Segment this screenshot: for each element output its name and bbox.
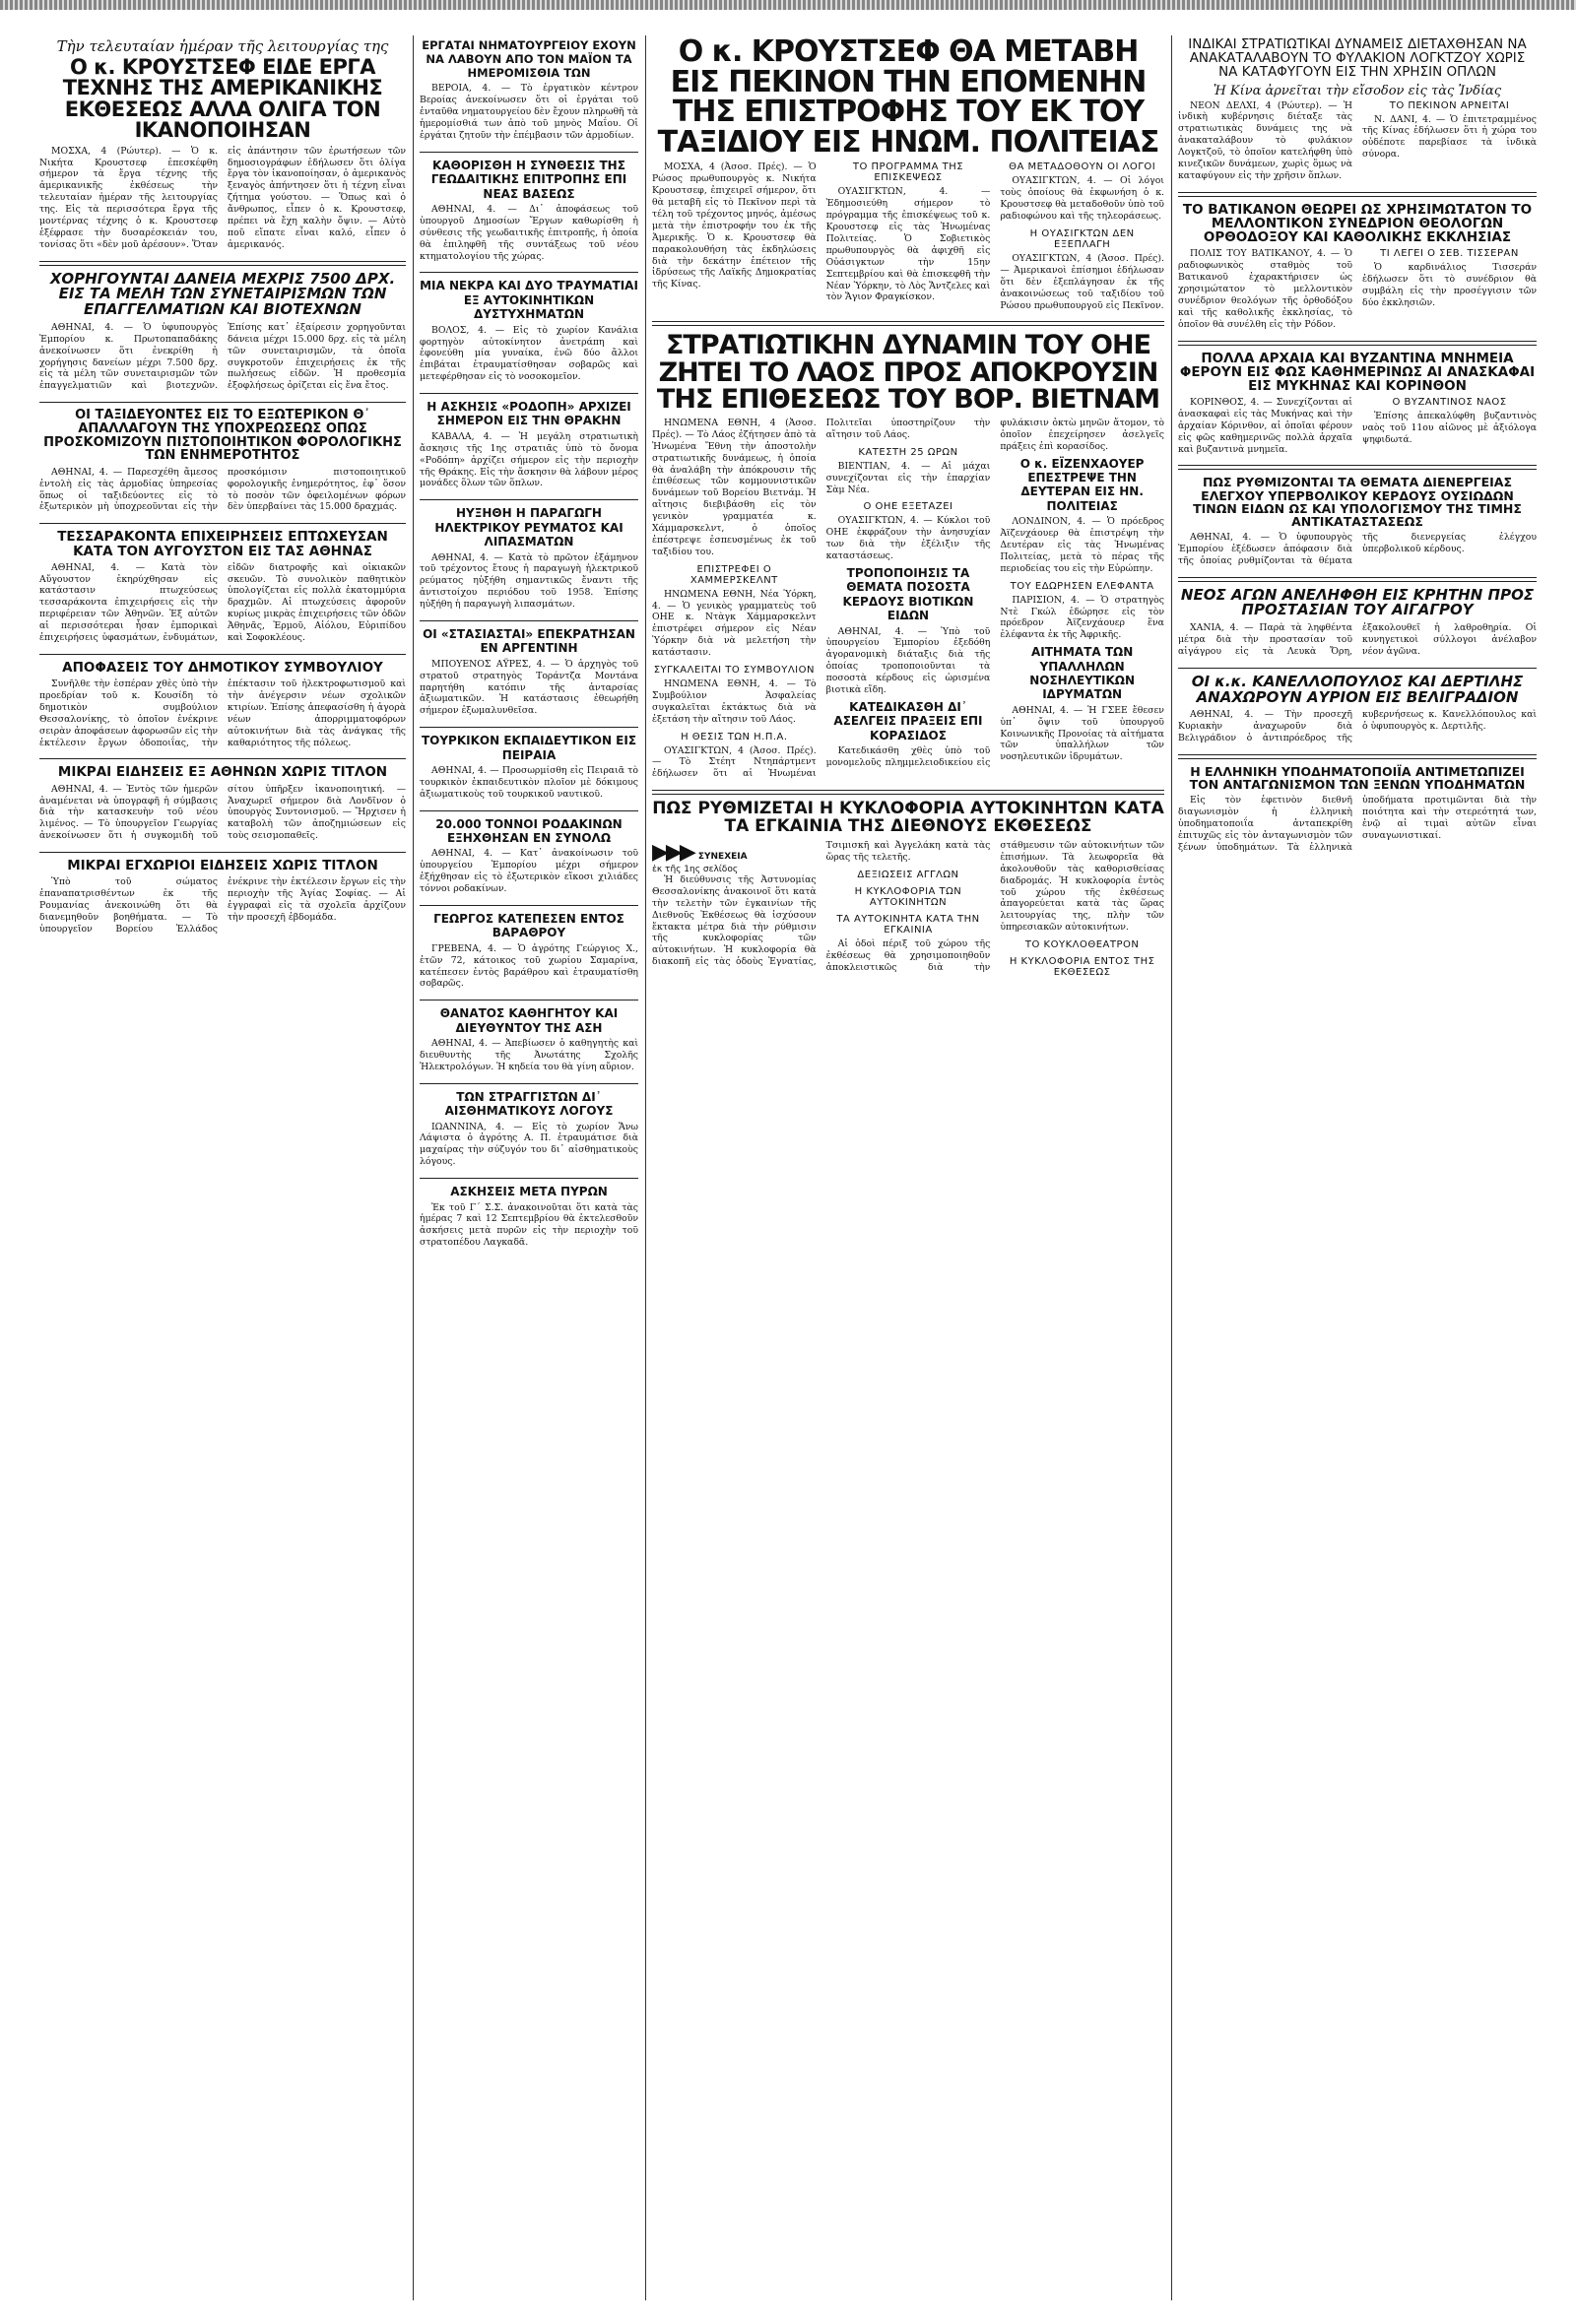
article-body: ΠΟΛΙΣ ΤΟΥ ΒΑΤΙΚΑΝΟΥ, 4. — Ὁ ραδιοφωνικὸς σταθμὸς τοῦ Βατικανοῦ ἐχαρακτήρισεν ὡς χρησιμώτατον τὸ μελλοντικὸν συνέδριον θεολόγων τῆς ὀρθοδόξου καὶ τῆς καθολικῆς ἐκκλησίας, τὸ ὁποῖον θὰ συνέλθη εἰς τὴν Ρόδον. (1178, 248, 1352, 330)
headline: ΜΙΑ ΝΕΚΡΑ ΚΑΙ ΔΥΟ ΤΡΑΥΜΑΤΙΑΙ ΕΞ ΑΥΤΟΚΙΝΗΤΙΚΩΝ ΔΥΣΤΥΧΗΜΑΤΩΝ (420, 279, 638, 322)
article-body: ΑΘΗΝΑΙ, 4. — Ὁ ὑφυπουργὸς Ἐμπορίου ἐξέδωσεν ἀπόφασιν διὰ τῆς ὁποίας ρυθμίζονται τὰ θέματα τῆς διενεργείας ἐλέγχου ὑπερβολικοῦ κέρδους. (1178, 531, 1537, 566)
divider (39, 654, 406, 655)
article-body: ΑΘΗΝΑΙ, 4. — Ὁ ὑφυπουργὸς Ἐμπορίου κ. Πρωτοπαπαδάκης ἀνεκοίνωσεν ὅτι ἐνεκρίθη ἡ χορήγησις δανείων μέχρι 7.500 δρχ. εἰς τὰ μέλη τῶν συνεταιρισμῶν τῶν ἐπαγγελματιῶν καὶ βιοτεχνῶν. Ἐπίσης κατ᾽ ἐξαίρεσιν χορηγοῦνται δάνεια μέχρι 15.000 δρχ. εἰς τὰ μέλη τῶν συνεταιρισμῶν, τὰ ὁποῖα συγκροτοῦν ἐπιχειρήσεις ἐκ τῆς πωλήσεως εἰδῶν. Ἡ προθεσμία ἐξοφλήσεως ὁρίζεται εἰς ἕνα ἔτος. (39, 321, 406, 392)
headline: ΘΑΝΑΤΟΣ ΚΑΘΗΓΗΤΟΥ ΚΑΙ ΔΙΕΥΘΥΝΤΟΥ ΤΗΣ ΑΣΗ (439, 1006, 619, 1035)
article-body: ΑΘΗΝΑΙ, 4. — Ἀπεβίωσεν ὁ καθηγητὴς καὶ διευθυντὴς τῆς Ἀνωτάτης Σχολῆς Ἡλεκτρολόγων. Ἡ κηδεία του θὰ γίνη αὔριον. (420, 1038, 638, 1072)
headline: ΓΕΩΡΓΟΣ ΚΑΤΕΠΕΣΕΝ ΕΝΤΟΣ ΒΑΡΑΘΡΟΥ (433, 911, 624, 940)
article-body: ΓΡΕΒΕΝΑ, 4. — Ὁ ἀγρότης Γεώργιος Χ., ἐτῶν 72, κάτοικος τοῦ χωρίου Σαμαρίνα, κατέπεσεν ἐντὸς βαράθρου καὶ ἐτραυματίσθη σοβαρῶς. (420, 942, 638, 990)
headline: ΝΕΟΣ ΑΓΩΝ ΑΝΕΛΗΦΘΗ ΕΙΣ ΚΡΗΤΗΝ ΠΡΟΣ ΠΡΟΣΤΑΣΙΑΝ ΤΟΥ ΑΙΓΑΓΡΟΥ (1180, 585, 1535, 619)
article-body: Ἐπίσης ἀπεκαλύφθη βυζαντινὸς ναὸς τοῦ 11ου αἰῶνος μὲ ἀξιόλογα ψηφιδωτά. (1362, 411, 1537, 445)
article-body: ΠΑΡΙΣΙΟΝ, 4. — Ὁ στρατηγὸς Ντὲ Γκώλ ἐδώρησε εἰς τὸν πρόεδρον Ἀϊζενχάουερ ἕνα ἐλέφαντα ἐκ τῆς Ἀφρικῆς. (1000, 594, 1164, 641)
article-body: Ὁ καρδινάλιος Τισσεράν ἐδήλωσεν ὅτι τὸ συνέδριον θὰ συμβάλη εἰς τὴν προσέγγισιν τῶν δύο ἐκκλησιῶν. (1362, 262, 1537, 308)
newspaper-page (39, 35, 1537, 2300)
divider (420, 1000, 638, 1001)
article-body: ΑΘΗΝΑΙ, 4. — Δι᾽ ἀποφάσεως τοῦ ὑπουργοῦ Δημοσίων Ἔργων καθωρίσθη ἡ σύνθεσις τῆς γεωδαιτικῆς ἐπιτροπῆς, ἡ ὁποία θὰ ἐπιληφθῆ τῆς συντάξεως τοῦ νέου κτηματολογίου τῆς χώρας. (420, 204, 638, 262)
article-body: ΒΟΛΟΣ, 4. — Εἰς τὸ χωρίον Κανάλια φορτηγὸν αὐτοκίνητον ἀνετράπη καὶ ἐφονεύθη μία γυναίκα, ἐνῶ δύο ἄλλοι ἐπιβάται ἐτραυματίσθησαν σοβαρῶς καὶ μετεφέρθησαν εἰς τὸ νοσοκομεῖον. (420, 324, 638, 383)
headline: ΚΑΘΟΡΙΣΘΗ Η ΣΥΝΘΕΣΙΣ ΤΗΣ ΓΕΩΔΑΙΤΙΚΗΣ ΕΠΙΤΡΟΠΗΣ ΕΠΙ ΝΕΑΣ ΒΑΣΕΩΣ (430, 158, 627, 201)
article-kroustsef-art (39, 37, 406, 251)
headline: ΟΙ «ΣΤΑΣΙΑΣΤΑΙ» ΕΠΕΚΡΑΤΗΣΑΝ ΕΝ ΑΡΓΕΝΤΙΝΗ (423, 626, 635, 656)
headline: ΜΙΚΡΑΙ ΕΓΧΩΡΙΟΙ ΕΙΔΗΣΕΙΣ ΧΩΡΙΣ ΤΙΤΛΟΝ (67, 858, 378, 874)
subheading: ΘΑ ΜΕΤΑΔΟΘΟΥΝ ΟΙ ΛΟΓΟΙ (1009, 161, 1156, 173)
article-body: ΚΑΒΑΛΑ, 4. — Ἡ μεγάλη στρατιωτικὴ ἄσκησις τῆς 1ης στρατιᾶς ὑπὸ τὸ ὄνομα «Ροδόπη» ἀρχίζει σήμερον εἰς τὴν περιοχὴν τῆς Θράκης. Εἰς τὴν ἄσκησιν θὰ λάβουν μέρος μονάδες ὅλων τῶν ὅπλων. (420, 430, 638, 489)
subheading: ΤΟ ΠΕΚΙΝΟΝ ΑΡΝΕΙΤΑΙ (1389, 99, 1510, 111)
divider (39, 402, 406, 403)
subheading: Η ΟΥΑΣΙΓΚΤΩΝ ΔΕΝ ΕΞΕΠΛΑΓΗ (1029, 227, 1135, 250)
article-profit-control (1178, 476, 1537, 566)
divider (39, 852, 406, 853)
continuation-marker (652, 840, 817, 874)
subheading: ΕΠΙΣΤΡΕΦΕΙ Ο ΧΑΜΜΕΡΣΚΕΛΝΤ (690, 563, 778, 586)
headline: ΟΙ κ.κ. ΚΑΝΕΛΛΟΠΟΥΛΟΣ ΚΑΙ ΔΕΡΤΙΛΗΣ ΑΝΑΧΩΡΟΥΝ ΑΥΡΙΟΝ ΕΙΣ ΒΕΛΙΓΡΑΔΙΟΝ (1191, 672, 1524, 706)
article-electricity (420, 506, 638, 611)
subheading: ΣΥΓΚΑΛΕΙΤΑΙ ΤΟ ΣΥΜΒΟΥΛΙΟΝ (653, 665, 815, 677)
kicker: Ἡ Κίνα ἀρνεῖται τὴν εἴσοδον εἰς τὰς Ἰνδίας (1213, 83, 1502, 98)
headline: ΤΩΝ ΣΤΡΑΓΓΙΣΤΩΝ ΔΙ᾽ ΑΙΣΘΗΜΑΤΙΚΟΥΣ ΛΟΓΟΥΣ (444, 1089, 614, 1119)
article-athens-briefs (39, 765, 406, 842)
column-rule (1171, 35, 1172, 2300)
article-body: ΒΕΡΟΙΑ, 4. — Τὸ ἐργατικὸν κέντρον Βεροίας ἀνεκοίνωσεν ὅτι οἱ ἐργάται τοῦ ἐνταῦθα νηματουργείου δὲν ἔχουν πληρωθῆ τὰ ἡμερομίσθιά των ἀπὸ τοῦ μηνὸς Μαΐου. Οἱ ἐργάται ζητοῦν τὴν ἐπέμβασιν τῶν ἁρμοδίων. (420, 83, 638, 141)
divider (420, 272, 638, 273)
divider (420, 810, 638, 811)
subheading: ΤΟ ΠΡΟΓΡΑΜΜΑ ΤΗΣ ΕΠΙΣΚΕΨΕΩΣ (852, 161, 964, 184)
subheading: Η ΚΥΚΛΟΦΟΡΙΑ ΕΝΤΟΣ ΤΗΣ ΕΚΘΕΣΕΩΣ (1009, 956, 1155, 979)
subheading: Ο ΟΗΕ ΕΞΕΤΑΖΕΙ (863, 501, 953, 513)
headline: ΤΡΟΠΟΠΟΙΗΣΙΣ ΤΑ ΘΕΜΑΤΑ ΠΟΣΟΣΤΑ ΚΕΡΔΟΥΣ ΒΙΟΤΙΚΩΝ ΕΙΔΩΝ (842, 566, 974, 623)
article-body: ΟΥΑΣΙΓΚΤΩΝ, 4 (Ἀσοσ. Πρές). — Τὸ Στέητ Ντηπάρτμεντ ἐδήλωσεν ὅτι αἱ Ἡνωμέναι Πολιτεῖαι ὑποστηρίζουν τὴν αἴτησιν τοῦ Λάος. (652, 417, 991, 780)
headline: 20.000 ΤΟΝΝΟΙ ΡΟΔΑΚΙΝΩΝ ΕΞΗΧΘΗΣΑΝ ΕΝ ΣΥΝΟΛΩ (435, 816, 623, 846)
article-body: ΟΥΑΣΙΓΚΤΩΝ, 4. — Οἱ λόγοι τοὺς ὁποίους θὰ ἐκφωνήση ὁ κ. Κρουστσεφ θὰ μεταδοθοῦν ὑπὸ τοῦ ραδιοφώνου καὶ τῆς τηλεοράσεως. (1000, 175, 1164, 223)
headline: ΠΩΣ ΡΥΘΜΙΖΕΤΑΙ Η ΚΥΚΛΟΦΟΡΙΑ ΑΥΤΟΚΙΝΗΤΩΝ ΚΑΤΑ ΤΑ ΕΓΚΑΙΝΙΑ ΤΗΣ ΔΙΕΘΝΟΥΣ ΕΚΘΕΣΕΩΣ (652, 799, 1164, 837)
headline: ΧΟΡΗΓΟΥΝΤΑΙ ΔΑΝΕΙΑ ΜΕΧΡΙΣ 7500 ΔΡΧ. ΕΙΣ ΤΑ ΜΕΛΗ ΤΩΝ ΣΥΝΕΤΑΙΡΙΣΜΩΝ ΤΩΝ ΕΠΑΓΓΕΛΜΑΤΙΩΝ ΚΑΙ ΒΙΟΤΕΧΝΩΝ (49, 269, 396, 319)
column-3 (652, 35, 1164, 988)
subheading: ΤΟΥ ΕΔΩΡΗΣΕΝ ΕΛΕΦΑΝΤΑ (1010, 580, 1154, 592)
headline: ΣΤΡΑΤΙΩΤΙΚΗΝ ΔΥΝΑΜΙΝ ΤΟΥ ΟΗΕ ΖΗΤΕΙ ΤΟ ΛΑΟΣ ΠΡΟΣ ΑΠΟΚΡΟΥΣΙΝ ΤΗΣ ΕΠΙΘΕΣΕΩΣ ΤΟΥ ΒΟΡ. ΒΙΕΤΝΑΜ (656, 330, 1160, 416)
article-body: ΚΟΡΙΝΘΟΣ, 4. — Συνεχίζονται αἱ ἀνασκαφαὶ εἰς τὰς Μυκήνας καὶ τὴν ἀρχαίαν Κόρινθον, αἱ ὁποῖαι φέρουν εἰς φῶς καθημερινῶς πολλὰ ἀρχαῖα καὶ βυζαντινὰ μνημεῖα. (1178, 397, 1352, 455)
article-body: ΑΘΗΝΑΙ, 4. — Ἐντὸς τῶν ἡμερῶν ἀναμένεται νὰ ὑπογραφῆ ἡ σύμβασις διὰ τὴν κατασκευὴν τοῦ νέου λιμένος. — Τὸ ὑπουργεῖον Γεωργίας ἀνεκοίνωσεν ὅτι ἡ συγκομιδὴ τοῦ σίτου ὑπῆρξεν ἱκανοποιητική. — Ἀναχωρεῖ σήμερον διὰ Λονδῖνον ὁ ὑπουργὸς Συντονισμοῦ. — Ἤρχισεν ἡ καταβολὴ τῶν ἀποζημιώσεων εἰς τοὺς σεισμοπαθεῖς. (39, 783, 406, 842)
headline: ΙΝΔΙΚΑΙ ΣΤΡΑΤΙΩΤΙΚΑΙ ΔΥΝΑΜΕΙΣ ΔΙΕΤΑΧΘΗΣΑΝ ΝΑ ΑΝΑΚΑΤΑΛΑΒΟΥΝ ΤΟ ΦΥΛΑΚΙΟΝ ΛΟΓΚΤΖΟΥ ΧΩΡΙΣ ΝΑ ΚΑΤΑΦΥΓΟΥΝ ΕΙΣ ΤΗΝ ΧΡΗΣΙΝ ΟΠΛΩΝ (1188, 36, 1527, 81)
continuation-label: ΣΥΝΕΧΕΙΑ (697, 851, 748, 862)
article-body: ΛΟΝΔΙΝΟΝ, 4. — Ὁ πρόεδρος Ἀϊζενχάουερ θὰ ἐπιστρέψη τὴν Δευτέραν εἰς τὰς Ἡνωμένας Πολιτείας, μετὰ τὸ πέρας τῆς περιοδείας του εἰς τὴν Εὐρώπην. (1000, 516, 1164, 574)
divider (652, 321, 1164, 326)
article-peaches (420, 817, 638, 895)
article-stabbing (420, 1090, 638, 1168)
subheading: Ο ΒΥΖΑΝΤΙΝΟΣ ΝΑΟΣ (1392, 397, 1507, 409)
divider (420, 727, 638, 728)
article-council (39, 661, 406, 749)
headline: Ο κ. ΚΡΟΥΣΤΣΕΦ ΘΑ ΜΕΤΑΒΗ ΕΙΣ ΠΕΚΙΝΟΝ ΤΗΝ ΕΠΟΜΕΝΗΝ ΤΗΣ ΕΠΙΣΤΡΟΦΗΣ ΤΟΥ ΕΚ ΤΟΥ ΤΑΞΙΔΙΟΥ ΕΙΣ ΗΝΩΜ. ΠΟΛΙΤΕΙΑΣ (657, 35, 1159, 160)
article-wild-goat (1178, 585, 1537, 658)
headline: ΠΟΛΛΑ ΑΡΧΑΙΑ ΚΑΙ ΒΥΖΑΝΤΙΝΑ ΜΝΗΜΕΙΑ ΦΕΡΟΥΝ ΕΙΣ ΦΩΣ ΚΑΘΗΜΕΡΙΝΩΣ ΑΙ ΑΝΑΣΚΑΦΑΙ ΕΙΣ ΜΥΚΗΝΑΣ ΚΑΙ ΚΟΡΙΝΘΟΝ (1179, 350, 1536, 394)
article-body: ΙΩΑΝΝΙΝΑ, 4. — Εἰς τὸ χωρίον Ἄνω Λάψιστα ὁ ἀγρότης Α. Π. ἐτραυμάτισε διὰ μαχαίρας τὴν σύζυγόν του δι᾽ αἰσθηματικοὺς λόγους. (420, 1121, 638, 1168)
article-rodopi (420, 400, 638, 489)
article-professor (420, 1006, 638, 1072)
headline: ΑΣΚΗΣΕΙΣ ΜΕΤΑ ΠΥΡΩΝ (450, 1185, 608, 1199)
article-body: ΟΥΑΣΙΓΚΤΩΝ, 4 (Ἀσοσ. Πρές). — Ἀμερικανοὶ ἐπίσημοι ἐδήλωσαν ὅτι δὲν ἐξεπλάγησαν ἐκ τῆς ἀνακοινώσεως τοῦ ταξιδίου τοῦ Ρώσου πρωθυπουργοῦ εἰς Πεκῖνον. (1000, 252, 1164, 311)
divider (1178, 465, 1537, 470)
article-body: ΗΝΩΜΕΝΑ ΕΘΝΗ, 4 (Ἀσοσ. Πρές). — Τὸ Λάος ἐζήτησεν ἀπὸ τὰ Ἡνωμένα Ἔθνη τὴν ἀποστολὴν στρατιωτικῆς δυνάμεως, ἡ ὁποία θὰ ἀναλάβη τὴν ἀπόκρουσιν τῆς ἐπιθέσεως τῶν κομμουνιστικῶν δυνάμεων τοῦ Βορείου Βιετνάμ. Ἡ αἴτησις διεβιβάσθη εἰς τὸν γενικὸν γραμματέα κ. Χάμμαρσκελντ, ὁ ὁποῖος ἐπέστρεψε ἐσπευσμένως ἐκ τοῦ ταξιδίου του. (652, 417, 817, 557)
headline: ΤΟ ΒΑΤΙΚΑΝΟΝ ΘΕΩΡΕΙ ΩΣ ΧΡΗΣΙΜΩΤΑΤΟΝ ΤΟ ΜΕΛΛΟΝΤΙΚΟΝ ΣΥΝΕΔΡΙΟΝ ΘΕΟΛΟΓΩΝ ΟΡΘΟΔΟΞΟΥ ΚΑΙ ΚΑΘΟΛΙΚΗΣ ΕΚΚΛΗΣΙΑΣ (1182, 201, 1533, 246)
article-body: ΗΝΩΜΕΝΑ ΕΘΝΗ, 4. — Τὸ Συμβούλιον Ἀσφαλείας συγκαλεῖται ἐκτάκτως διὰ νὰ ἐξετάση τὴν αἴτησιν τοῦ Λάος. (652, 678, 817, 725)
article-body: ΑΘΗΝΑΙ, 4. — Τὴν προσεχῆ Κυριακὴν ἀναχωροῦν διὰ Βελιγράδιον ὁ ἀντιπρόεδρος τῆς κυβερνήσεως κ. Κανελλόπουλος καὶ ὁ ὑφυπουργὸς κ. Δερτιλῆς. (1178, 709, 1537, 744)
divider (652, 790, 1164, 795)
article-exercises (420, 1185, 638, 1249)
article-body: Ν. ΔΑΝΙ, 4. — Ὁ ἐπιτετραμμένος τῆς Κίνας ἐδήλωσεν ὅτι ἡ χώρα του οὐδέποτε παρεβίασε τὰ ἰνδικὰ σύνορα. (1362, 113, 1537, 161)
article-body: ΗΝΩΜΕΝΑ ΕΘΝΗ, Νέα Ὑόρκη, 4. — Ὁ γενικὸς γραμματεὺς τοῦ ΟΗΕ κ. Ντὰγκ Χάμμαρσκελντ ἐπιστρέφει σήμερον εἰς Νέαν Ὑόρκην διὰ νὰ μελετήση τὴν κατάστασιν. (652, 588, 817, 659)
article-body: Ὑπὸ τοῦ σώματος ἐπαναπατρισθέντων ἐκ τῆς Ρουμανίας ἀνεκοινώθη ὅτι θὰ διανεμηθοῦν βοηθήματα. — Τὸ ὑπουργεῖον Βορείου Ἑλλάδος ἐνέκρινε τὴν ἐκτέλεσιν ἔργων εἰς τὴν περιοχὴν τῆς Ἁγίας Σοφίας. — Αἱ ἐγγραφαὶ εἰς τὰ σχολεῖα ἀρχίζουν τὴν προσεχῆ ἑβδομάδα. (39, 876, 406, 935)
headline: ΑΙΤΗΜΑΤΑ ΤΩΝ ΥΠΑΛΛΗΛΩΝ ΝΟΣΗΛΕΥΤΙΚΩΝ ΙΔΡΥΜΑΤΩΝ (1029, 645, 1136, 702)
headline: ΕΡΓΑΤΑΙ ΝΗΜΑΤΟΥΡΓΕΙΟΥ ΕΧΟΥΝ ΝΑ ΛΑΒΟΥΝ ΑΠΟ ΤΟΝ ΜΑΪΟΝ ΤΑ ΗΜΕΡΟΜΙΣΘΙΑ ΤΩΝ (422, 38, 636, 80)
article-body: ΟΥΑΣΙΓΚΤΩΝ, 4. — Ἐδημοσιεύθη σήμερον τὸ πρόγραμμα τῆς ἐπισκέψεως τοῦ κ. Κρουστσεφ εἰς τὰς Ἡνωμένας Πολιτείας. Ὁ Σοβιετικὸς πρωθυπουργὸς θὰ ἀφιχθῆ εἰς Οὐάσιγκτων τὴν 15ην Σεπτεμβρίου καὶ θὰ ἐπισκεφθῆ τὴν Νέαν Ὑόρκην, τὸ Λὸς Ἄντζελες καὶ τὸν Ἄγιον Φραγκίσκον. (825, 186, 991, 303)
article-body: ΑΘΗΝΑΙ, 4. — Ἡ ΓΣΕΕ ἔθεσεν ὑπ᾽ ὄψιν τοῦ ὑπουργοῦ Κοινωνικῆς Προνοίας τὰ αἰτήματα τῶν ὑπαλλήλων τῶν νοσηλευτικῶν ἱδρυμάτων. (1000, 704, 1164, 763)
subheading: ΤΟ ΚΟΥΚΛΟΘΕΑΤΡΟΝ (1024, 939, 1140, 951)
article-bankruptcies (39, 530, 406, 644)
continuation-note: ἐκ τῆς 1ης σελίδος (652, 864, 739, 874)
headline: ΚΑΤΕΔΙΚΑΣΘΗ ΔΙ᾽ ΑΣΕΛΓΕΙΣ ΠΡΑΞΕΙΣ ΕΠΙ ΚΟΡΑΣΙΔΟΣ (833, 699, 983, 742)
divider (420, 905, 638, 906)
divider (420, 499, 638, 500)
column-rule (413, 35, 414, 2300)
article-argentina (420, 627, 638, 717)
article-body: ΑΘΗΝΑΙ, 4. — Κατὰ τὸ πρῶτον ἑξάμηνον τοῦ τρέχοντος ἔτους ἡ παραγωγὴ ἠλεκτρικοῦ ρεύματος ηὐξήθη σημαντικῶς ἔναντι τῆς ἀντιστοίχου περιόδου τοῦ 1958. Ἐπίσης ηὐξήθη ἡ παραγωγὴ λιπασμάτων. (420, 551, 638, 611)
article-body: ΜΟΣΧΑ, 4 (Ἀσοσ. Πρές). — Ὁ Ρώσος πρωθυπουργὸς κ. Νικήτα Κρουστσεφ, ἐπιχειρεῖ σήμερον, ὅτι θὰ μεταβῆ εἰς τὸ Πεκῖνον περὶ τὰ τέλη τοῦ τρέχοντος μηνός, ἀμέσως μετὰ τὴν ἐπιστροφήν του ἐκ τῆς Ἀμερικῆς. Ὁ κ. Κρουστσεφ θὰ παρακολουθήση τὰς ἐκδηλώσεις διὰ τὴν δεκάτην ἐπέτειον τῆς ἱδρύσεως τῆς Λαϊκῆς Δημοκρατίας τῆς Κίνας. (652, 161, 817, 290)
article-loans (39, 269, 406, 393)
article-body: ΑΘΗΝΑΙ, 4. — Ὑπὸ τοῦ ὑπουργείου Ἐμπορίου ἐξεδόθη ἀγορανομικὴ διάταξις διὰ τῆς ὁποίας τροποποιοῦνται τὰ ποσοστὰ κέρδους εἰς ὡρισμένα βιοτικὰ εἴδη. (825, 625, 991, 696)
headline: ΠΩΣ ΡΥΘΜΙΖΟΝΤΑΙ ΤΑ ΘΕΜΑΤΑ ΔΙΕΝΕΡΓΕΙΑΣ ΕΛΕΓΧΟΥ ΥΠΕΡΒΟΛΙΚΟΥ ΚΕΡΔΟΥΣ ΟΥΣΙΩΔΩΝ ΤΙΝΩΝ ΕΙΔΩΝ ΩΣ ΚΑΙ ΥΠΟΛΟΓΙΣΜΟΥ ΤΗΣ ΤΙΜΗΣ ΑΝΤΙΚΑΤΑΣΤΑΣΕΩΣ (1193, 475, 1522, 529)
article-body: ΑΘΗΝΑΙ, 4. — Παρεσχέθη ἄμεσος ἐντολὴ εἰς τὰς ἁρμοδίας ὑπηρεσίας ὅπως οἱ ταξιδεύοντες εἰς τὸ ἐξωτερικὸν μὴ ὑποχρεοῦνται εἰς τὴν προσκόμισιν πιστοποιητικοῦ φορολογικῆς ἐνημερότητος, ἐφ᾽ ὅσον τὸ ποσὸν τῶν ὀφειλομένων φόρων δὲν ὑπερβαίνει τὰς 15.000 δραχμάς. (39, 466, 406, 513)
divider (420, 1083, 638, 1084)
article-body: Ἡ διεύθυνσις τῆς Ἀστυνομίας Θεσσαλονίκης ἀνακοινοῖ ὅτι κατὰ τὴν τελετὴν τῶν ἐγκαινίων τῆς Διεθνοῦς Ἐκθέσεως θὰ ἰσχύσουν ἔκτακτα μέτρα διὰ τὴν ρύθμισιν τῆς κυκλοφορίας τῶν αὐτοκινήτων. Ἡ κυκλοφορία θὰ διακοπῆ εἰς τὰς ὁδοὺς Ἐγνατίας, Τσιμισκῆ καὶ Ἀγγελάκη κατὰ τὰς ὥρας τῆς τελετῆς. (652, 839, 991, 968)
article-vatican (1178, 203, 1537, 331)
headline: ΑΠΟΦΑΣΕΙΣ ΤΟΥ ΔΗΜΟΤΙΚΟΥ ΣΥΜΒΟΥΛΙΟΥ (62, 659, 383, 676)
article-accidents (420, 279, 638, 383)
divider (1178, 192, 1537, 197)
article-body: Αἱ ὁδοὶ πέριξ τοῦ χώρου τῆς ἐκθέσεως θὰ χρησιμοποιηθοῦν ἀποκλειστικῶς διὰ τὴν στάθμευσιν τῶν αὐτοκινήτων τῶν ἐπισήμων. Τὰ λεωφορεῖα θὰ ἀκολουθοῦν τὰς καθορισθείσας διαδρομάς. Ἡ κυκλοφορία ἐντὸς τοῦ χώρου τῆς ἐκθέσεως ἀπαγορεύεται κατὰ τὰς ὥρας λειτουργίας της, πλὴν τῶν ὑπηρεσιακῶν αὐτοκινήτων. (825, 839, 1164, 973)
divider (1178, 668, 1537, 669)
column-4 (1178, 35, 1537, 864)
headline: ΤΟΥΡΚΙΚΟΝ ΕΚΠΑΙΔΕΥΤΙΚΟΝ ΕΙΣ ΠΕΙΡΑΙΑ (421, 734, 637, 762)
article-geodetic (420, 159, 638, 263)
article-belgrade (1178, 672, 1537, 744)
arrow-right-icon: ▶▶▶ (652, 839, 693, 865)
subheading: Η ΘΕΣΙΣ ΤΩΝ Η.Π.Α. (681, 731, 788, 742)
headline: ΗΥΞΗΘΗ Η ΠΑΡΑΓΩΓΗ ΗΛΕΚΤΡΙΚΟΥ ΡΕΥΜΑΤΟΣ ΚΑΙ ΛΙΠΑΣΜΑΤΩΝ (434, 506, 624, 549)
article-body: ΟΥΑΣΙΓΚΤΩΝ, 4. — Κύκλοι τοῦ ΟΗΕ ἐκφράζουν τὴν ἀνησυχίαν των διὰ τὴν ἐξέλιξιν τῆς καταστάσεως. (825, 515, 991, 562)
article-footwear (1178, 765, 1537, 854)
headline: Η ΑΣΚΗΣΙΣ «ΡΟΔΟΠΗ» ΑΡΧΙΖΕΙ ΣΗΜΕΡΟΝ ΕΙΣ ΤΗΝ ΘΡΑΚΗΝ (427, 400, 631, 428)
article-kroustsef-peking (652, 37, 1164, 311)
article-india (1178, 37, 1537, 182)
divider (1178, 754, 1537, 759)
article-turkish-ship (420, 734, 638, 800)
headline: Η ΕΛΛΗΝΙΚΗ ΥΠΟΔΗΜΑΤΟΠΟΙΪΑ ΑΝΤΙΜΕΤΩΠΙΖΕΙ ΤΟΝ ΑΝΤΑΓΩΝΙΣΜΟΝ ΤΩΝ ΞΕΝΩΝ ΥΠΟΔΗΜΑΤΩΝ (1189, 763, 1526, 793)
divider (420, 620, 638, 621)
article-farmer (420, 912, 638, 990)
article-body: Κατεδικάσθη χθὲς ὑπὸ τοῦ μονομελοῦς πλημμελειοδικείου εἰς φυλάκισιν ὀκτὼ μηνῶν ἄτομον, τὸ ὁποῖον ἐπεχείρησεν ἀσελγεῖς πράξεις ἐπὶ κορασίδος. (825, 417, 1164, 768)
article-body: ΜΠΟΥΕΝΟΣ ΑΫΡΕΣ, 4. — Ὁ ἀρχηγὸς τοῦ στρατοῦ στρατηγὸς Τοράντζα Μοντάνα παρητήθη κατόπιν τῆς ἀνταρσίας ἀξιωματικῶν. Ἡ κατάστασις ἐθεωρήθη σήμερον ἐξωμαλυνθεῖσα. (420, 658, 638, 717)
article-body: Ἐκ τοῦ Γ΄ Σ.Σ. ἀνακοινοῦται ὅτι κατὰ τὰς ἡμέρας 7 καὶ 12 Σεπτεμβρίου θὰ ἐκτελεσθοῦν ἀσκήσεις μετὰ πυρῶν εἰς τὴν περιοχὴν τοῦ στρατοπέδου Λαγκαδᾶ. (420, 1201, 638, 1249)
headline: Ο κ. ΕΪΖΕΝΧΑΟΥΕΡ ΕΠΕΣΤΡΕΨΕ ΤΗΝ ΔΕΥΤΕΡΑΝ ΕΙΣ ΗΝ. ΠΟΛΙΤΕΙΑΣ (1019, 456, 1145, 513)
article-body: ΧΑΝΙΑ, 4. — Παρὰ τὰ ληφθέντα μέτρα διὰ τὴν προστασίαν τοῦ αἰγάγρου εἰς τὰ Λευκὰ Ὄρη, ἐξακολουθεῖ ἡ λαθροθηρία. Οἱ κυνηγετικοὶ σύλλογοι ἀνέλαβον νέον ἀγῶνα. (1178, 622, 1537, 657)
article-laos (652, 332, 1164, 780)
article-body: ΒΙΕΝΤΙΑΝ, 4. — Αἱ μάχαι συνεχίζονται εἰς τὴν ἐπαρχίαν Σὰμ Νέα. (825, 460, 991, 495)
column-1 (39, 35, 406, 945)
divider (420, 152, 638, 153)
article-body: ΑΘΗΝΑΙ, 4. — Κατὰ τὸν Αὔγουστον ἐκηρύχθησαν εἰς κατάστασιν πτωχεύσεως τεσσαράκοντα ἐπιχειρήσεις εἰς τὴν περιφέρειαν τῶν Ἀθηνῶν. Ἐξ αὐτῶν αἱ περισσότεραι ἦσαν ἐμπορικαὶ ἐπιχειρήσεις ὑφασμάτων, ἐνδυμάτων, εἰδῶν διατροφῆς καὶ οἰκιακῶν σκευῶν. Τὸ συνολικὸν παθητικὸν ὑπολογίζεται εἰς πολλὰ ἑκατομμύρια δραχμῶν. Αἱ πτωχεύσεις ἀφοροῦν κυρίως μικρὰς ἐπιχειρήσεις τῶν ὁδῶν Ἀθηνᾶς, Ἑρμοῦ, Αἰόλου, Εὐριπίδου καὶ Σοφοκλέους. (39, 561, 406, 644)
article-body: ΝΕΟΝ ΔΕΛΧΙ, 4 (Ρώυτερ). — Ἡ ἰνδικὴ κυβέρνησις διέταξε τὰς στρατιωτικὰς δυνάμεις της νὰ ἀνακαταλάβουν τὸ φυλάκιον Λογκτζοῦ, τὸ ὁποῖον κατελήφθη ὑπὸ κινεζικῶν δυνάμεων, χωρὶς ὅμως νὰ καταφύγουν εἰς τὴν χρῆσιν ὅπλων. (1178, 99, 1352, 181)
article-traffic (652, 801, 1164, 978)
subheading: Η ΚΥΚΛΟΦΟΡΙΑ ΤΩΝ ΑΥΤΟΚΙΝΗΤΩΝ (854, 885, 962, 908)
article-excavations (1178, 352, 1537, 456)
column-2 (420, 35, 638, 1259)
subheading: ΤΑ ΑΥΤΟΚΙΝΗΤΑ ΚΑΤΑ ΤΗΝ ΕΓΚΑΙΝΙΑ (836, 913, 980, 936)
headline: Ο κ. ΚΡΟΥΣΤΣΕΦ ΕΙΔΕ ΕΡΓΑ ΤΕΧΝΗΣ ΤΗΣ ΑΜΕΡΙΚΑΝΙΚΗΣ ΕΚΘΕΣΕΩΣ ΑΛΛΑ ΟΛΙΓΑ ΤΟΝ ΙΚΑΝΟΠΟΙΗΣΑΝ (62, 55, 383, 143)
article-body: ΑΘΗΝΑΙ, 4. — Προσωρμίσθη εἰς Πειραιᾶ τὸ τουρκικὸν ἐκπαιδευτικὸν πλοῖον μὲ δόκιμους ἀξιωματικοὺς τοῦ τουρκικοῦ ναυτικοῦ. (420, 764, 638, 800)
divider (39, 261, 406, 266)
page-top-edge (0, 0, 1576, 10)
divider (1178, 341, 1537, 346)
article-body: Συνῆλθε τὴν ἑσπέραν χθὲς ὑπὸ τὴν προεδρίαν τοῦ κ. Κουσίδη τὸ δημοτικὸν συμβούλιον Θεσσαλονίκης, τὸ ὁποῖον ἐνέκρινε σειρὰν ἀποφάσεων ἀφορωσῶν εἰς τὴν ἐκτέλεσιν ἔργων ὁδοποιΐας, τὴν ἐπέκτασιν τοῦ ἠλεκτροφωτισμοῦ καὶ τὴν ἀνέγερσιν νέων σχολικῶν κτιρίων. Ἐπίσης ἀπεφασίσθη ἡ ἀγορὰ νέων ἀπορριμματοφόρων αὐτοκινήτων διὰ τὰς ἀνάγκας τῆς καθαριότητος τῆς πόλεως. (39, 678, 406, 748)
article-body: Εἰς τὸν ἐφετινὸν διεθνῆ διαγωνισμὸν ἡ ἑλληνικὴ ὑποδηματοποιΐα ἀνταπεκρίθη ἐπιτυχῶς εἰς τὸν ἀνταγωνισμὸν τῶν ξένων ὑποδημάτων. Τὰ ἑλληνικὰ ὑποδήματα προτιμῶνται διὰ τὴν ποιότητα καὶ τὴν στερεότητά των, ἐνῷ αἱ τιμαὶ αὐτῶν εἶναι συναγωνιστικαί. (1178, 795, 1537, 853)
headline: ΟΙ ΤΑΞΙΔΕΥΟΝΤΕΣ ΕΙΣ ΤΟ ΕΞΩΤΕΡΙΚΟΝ Θ᾽ ΑΠΑΛΛΑΓΟΥΝ ΤΗΣ ΥΠΟΧΡΕΩΣΕΩΣ ΟΠΩΣ ΠΡΟΣΚΟΜΙΖΟΥΝ ΠΙΣΤΟΠΟΙΗΤΙΚΟΝ ΦΟΡΟΛΟΓΙΚΗΣ ΤΩΝ ΕΝΗΜΕΡΟΤΗΤΟΣ (43, 408, 402, 464)
headline: ΜΙΚΡΑΙ ΕΙΔΗΣΕΙΣ ΕΞ ΑΘΗΝΩΝ ΧΩΡΙΣ ΤΙΤΛΟΝ (57, 764, 388, 781)
article-workers (420, 39, 638, 142)
divider (420, 393, 638, 394)
article-travellers (39, 409, 406, 513)
divider (39, 758, 406, 759)
subheading: ΚΑΤΕΣΤΗ 25 ΩΡΩΝ (858, 446, 958, 458)
divider (420, 1178, 638, 1179)
divider (1178, 577, 1537, 582)
column-rule (645, 35, 646, 2300)
subheading: ΤΙ ΛΕΓΕΙ Ο ΣΕΒ. ΤΙΣΣΕΡΑΝ (1380, 248, 1519, 260)
article-body: ΜΟΣΧΑ, 4 (Ρώυτερ). — Ὁ κ. Νικήτα Κρουστσεφ ἐπεσκέφθη σήμερον τὰ ἔργα τέχνης τῆς ἀμερικανικῆς ἐκθέσεως τὴν τελευταίαν ἡμέραν τῆς λειτουργίας της. Εἰς τὰ περισσότερα ἔργα τῆς μοντέρνας τέχνης ὁ κ. Κρουστσεφ ἐξέφρασε τὴν δυσαρέσκειάν του, τονίσας ὅτι «δὲν μοῦ ἀρέσουν». Ὅταν εἰς ἀπάντησιν τῶν ἐρωτήσεων τῶν δημοσιογράφων ἐδήλωσεν ὅτι ὀλίγα ἔργα τὸν ἱκανοποίησαν, ὁ ἀμερικανὸς ξεναγὸς ἀπήντησεν ὅτι ἡ τέχνη εἶναι ζήτημα γούστου. — Ὅπως καὶ ὁ ἄνθρωπος, εἶπεν ὁ κ. Κρουστσεφ, πρέπει νὰ ἔχη καλὴν ὄψιν. — Αὐτὸ ποῦ εἴπατε εἶναι καλό, εἶπεν ὁ ἀμερικανός. (39, 145, 406, 250)
kicker: Τὴν τελευταίαν ἡμέραν τῆς λειτουργίας της (56, 37, 389, 55)
article-body: ΑΘΗΝΑΙ, 4. — Κατ᾽ ἀνακοίνωσιν τοῦ ὑπουργείου Ἐμπορίου μέχρι σήμερον ἐξήχθησαν εἰς τὸ ἐξωτερικὸν εἴκοσι χιλιάδες τόννοι ροδακίνων. (420, 848, 638, 895)
headline: ΤΕΣΣΑΡΑΚΟΝΤΑ ΕΠΙΧΕΙΡΗΣΕΙΣ ΕΠΤΩΧΕΥΣΑΝ ΚΑΤΑ ΤΟΝ ΑΥΓΟΥΣΤΟΝ ΕΙΣ ΤΑΣ ΑΘΗΝΑΣ (57, 529, 388, 559)
article-local-briefs (39, 859, 406, 936)
divider (39, 523, 406, 524)
subheading: ΔΕΞΙΩΣΕΙΣ ΑΓΓΛΩΝ (857, 869, 959, 880)
